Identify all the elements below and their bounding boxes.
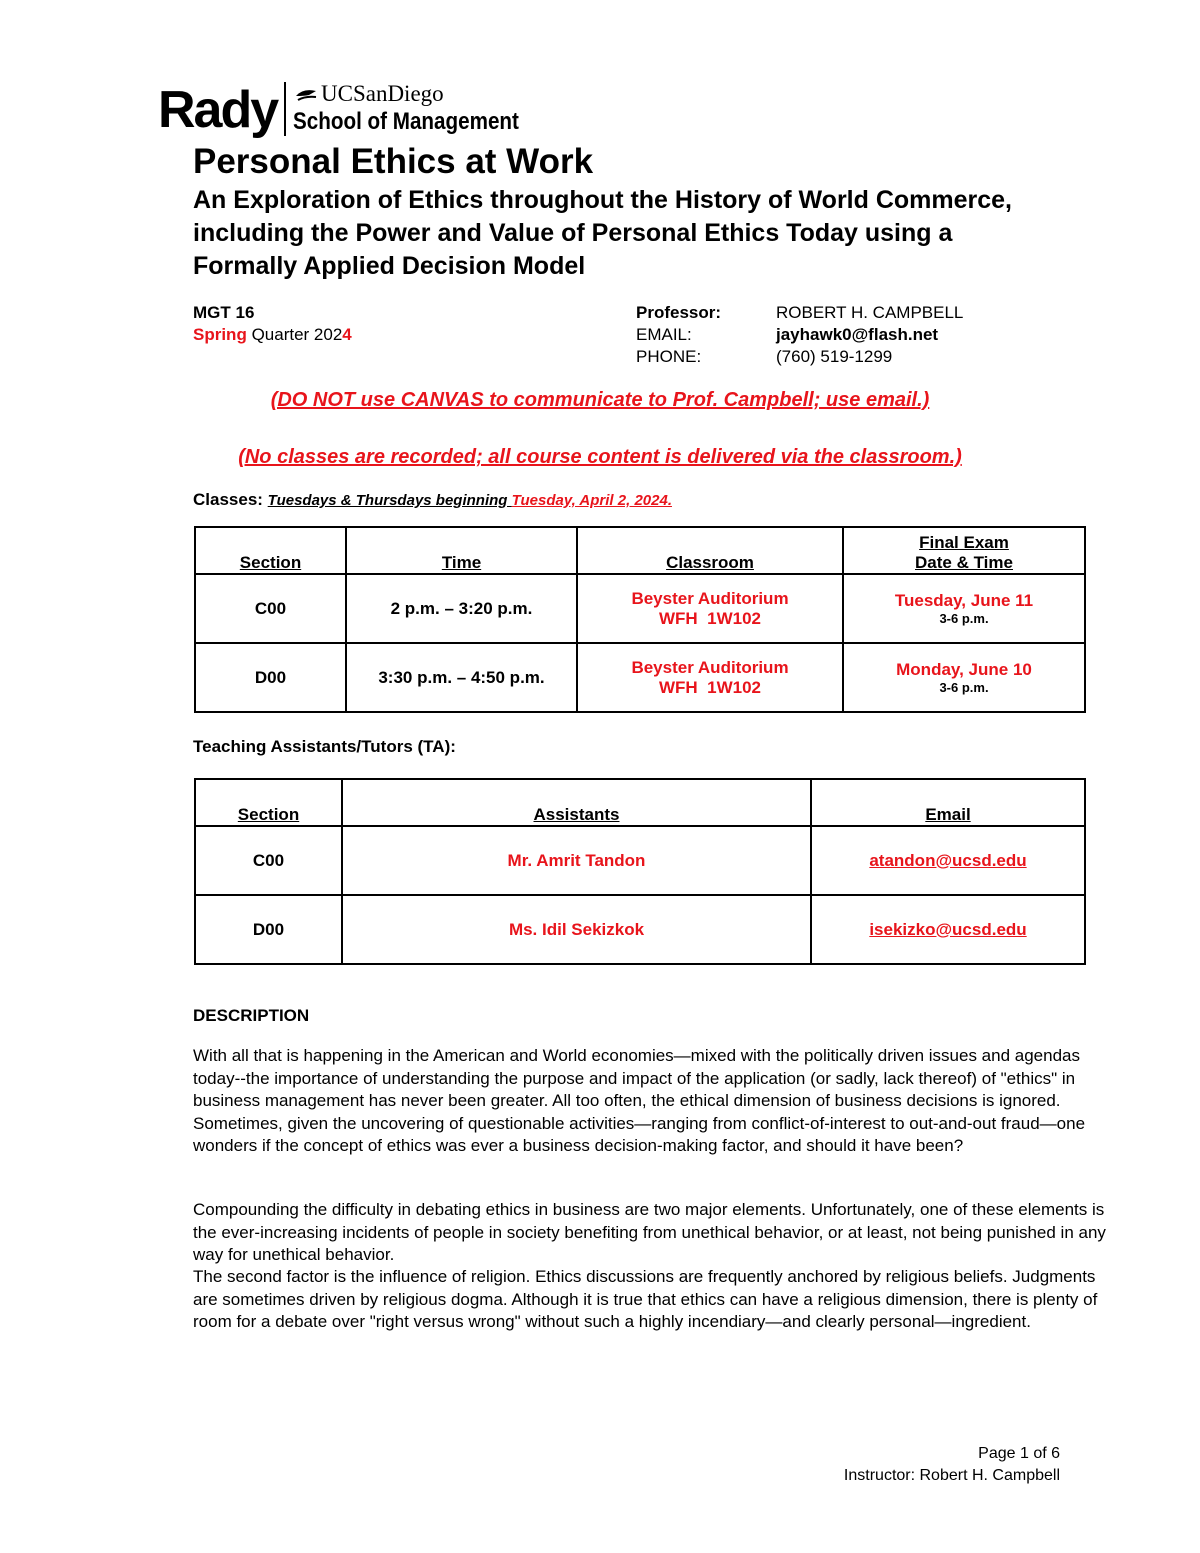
professor-email[interactable]: jayhawk0@flash.net <box>776 325 939 344</box>
classes-label: Classes: <box>193 490 268 509</box>
row-section: C00 <box>195 574 346 643</box>
header-section: Section <box>195 527 346 574</box>
page-subtitle: An Exploration of Ethics throughout the History of World Commerce, including the Power and Value of Personal Ethics Today using a Formally Applied Decision Model <box>193 186 1013 280</box>
row-classroom <box>577 643 843 712</box>
course-year-digit: 4 <box>342 325 352 344</box>
row-exam-day: Monday, June 10 <box>896 660 1032 679</box>
table-header-row <box>195 779 1085 826</box>
row-section: D00 <box>195 643 346 712</box>
page-footer <box>844 1443 1060 1487</box>
row-time: 3:30 p.m. – 4:50 p.m. <box>346 643 577 712</box>
ta-email-link[interactable]: isekizko@ucsd.edu <box>811 895 1085 964</box>
row-exam-time: 3-6 p.m. <box>939 611 989 626</box>
professor-name: ROBERT H. CAMPBELL <box>776 303 964 322</box>
contact-info <box>636 302 963 368</box>
row-exam-time: 3-6 p.m. <box>939 680 989 695</box>
row-time: 2 p.m. – 3:20 p.m. <box>346 574 577 643</box>
header-final-line1: Final Exam <box>919 533 1009 552</box>
header-time: Time <box>346 527 577 574</box>
phone-label: PHONE: <box>636 347 702 366</box>
ta-section: D00 <box>195 895 342 964</box>
row-room-name: Beyster Auditorium <box>631 588 789 608</box>
notice-canvas: (DO NOT use CANVAS to communicate to Prof. Campbell; use email.) <box>270 389 930 411</box>
footer-instructor: Instructor: Robert H. Campbell <box>843 1467 1060 1484</box>
header-final-exam <box>843 527 1085 574</box>
course-quarter <box>193 324 352 346</box>
logo-university-text: UCSanDiego <box>321 81 444 106</box>
ta-name: Ms. Idil Sekizkok <box>342 895 811 964</box>
ta-email-link[interactable]: atandon@ucsd.edu <box>811 826 1085 895</box>
classes-days: Tuesdays & Thursdays beginning <box>267 492 512 509</box>
classes-schedule <box>193 490 672 510</box>
professor-phone: (760) 519-1299 <box>776 347 893 366</box>
row-room-name: Beyster Auditorium <box>631 657 789 677</box>
header-final-line2: Date & Time <box>915 553 1013 572</box>
trident-icon <box>295 87 317 103</box>
logo-university <box>295 82 444 106</box>
ta-heading: Teaching Assistants/Tutors (TA): <box>193 737 456 756</box>
table-header-row <box>195 527 1085 574</box>
email-label: EMAIL: <box>636 325 692 344</box>
row-exam-day: Tuesday, June 11 <box>894 591 1034 610</box>
description-paragraph-2: Compounding the difficulty in debating ethics in business are two major elements. Unfortunately, one of these elements is the ever-increasing incidents of people in society benefiting from unethical behavior, or at least, not being punished in any way for unethical behavior. <box>193 1200 1106 1264</box>
description-paragraph-1: With all that is happening in the American and World economies—mixed with the politically driven issues and agendas today--the importance of understanding the purpose and impact of the application (or sadly, lack thereof) of "ethics" in business management has never been greater. All too often, the ethical dimension of business decisions is ignored. Sometimes, given the uncovering of questionable activities—ranging from conflict-of-interest to out-and-out fraud—one wonders if the concept of ethics was ever a business decision-making factor, and should it have been? <box>193 1046 1086 1155</box>
row-classroom <box>577 574 843 643</box>
course-code: MGT 16 <box>193 303 255 322</box>
table-row <box>195 895 1085 964</box>
logo-divider <box>284 82 286 136</box>
ta-section: C00 <box>195 826 342 895</box>
row-final-exam <box>843 574 1085 643</box>
professor-label: Professor: <box>636 303 722 322</box>
course-season: Spring <box>193 325 247 344</box>
description-paragraph-3: The second factor is the influence of religion. Ethics discussions are frequently anchored by religious beliefs. Judgments are sometimes driven by religious dogma. Although it is true that ethics can have a religious dimension, there is plenty of room for a debate over "right versus wrong" without such a highly incendiary—and clearly personal—ingredient. <box>193 1267 1098 1331</box>
header-email: Email <box>811 779 1085 826</box>
table-row <box>195 574 1085 643</box>
table-row <box>195 643 1085 712</box>
table-row <box>195 826 1085 895</box>
logo-school: School of Management <box>293 108 519 135</box>
course-quarter-text: Quarter 202 <box>246 325 343 344</box>
classes-start: Tuesday, April 2, 2024. <box>511 492 672 509</box>
page-title: Personal Ethics at Work <box>193 142 594 181</box>
header-section: Section <box>195 779 342 826</box>
row-room-code: WFH 1W102 <box>658 677 762 697</box>
class-schedule-table <box>194 526 1086 713</box>
logo-brand: Rady <box>158 81 278 139</box>
description-heading: DESCRIPTION <box>193 1006 310 1025</box>
header-classroom: Classroom <box>577 527 843 574</box>
page-number: Page 1 of 6 <box>978 1445 1060 1462</box>
course-info <box>193 302 352 346</box>
row-final-exam <box>843 643 1085 712</box>
ta-table <box>194 778 1086 965</box>
notice-recorded: (No classes are recorded; all course content is delivered via the classroom.) <box>238 446 962 468</box>
ta-name: Mr. Amrit Tandon <box>342 826 811 895</box>
header-assistants: Assistants <box>342 779 811 826</box>
row-room-code: WFH 1W102 <box>658 608 762 628</box>
